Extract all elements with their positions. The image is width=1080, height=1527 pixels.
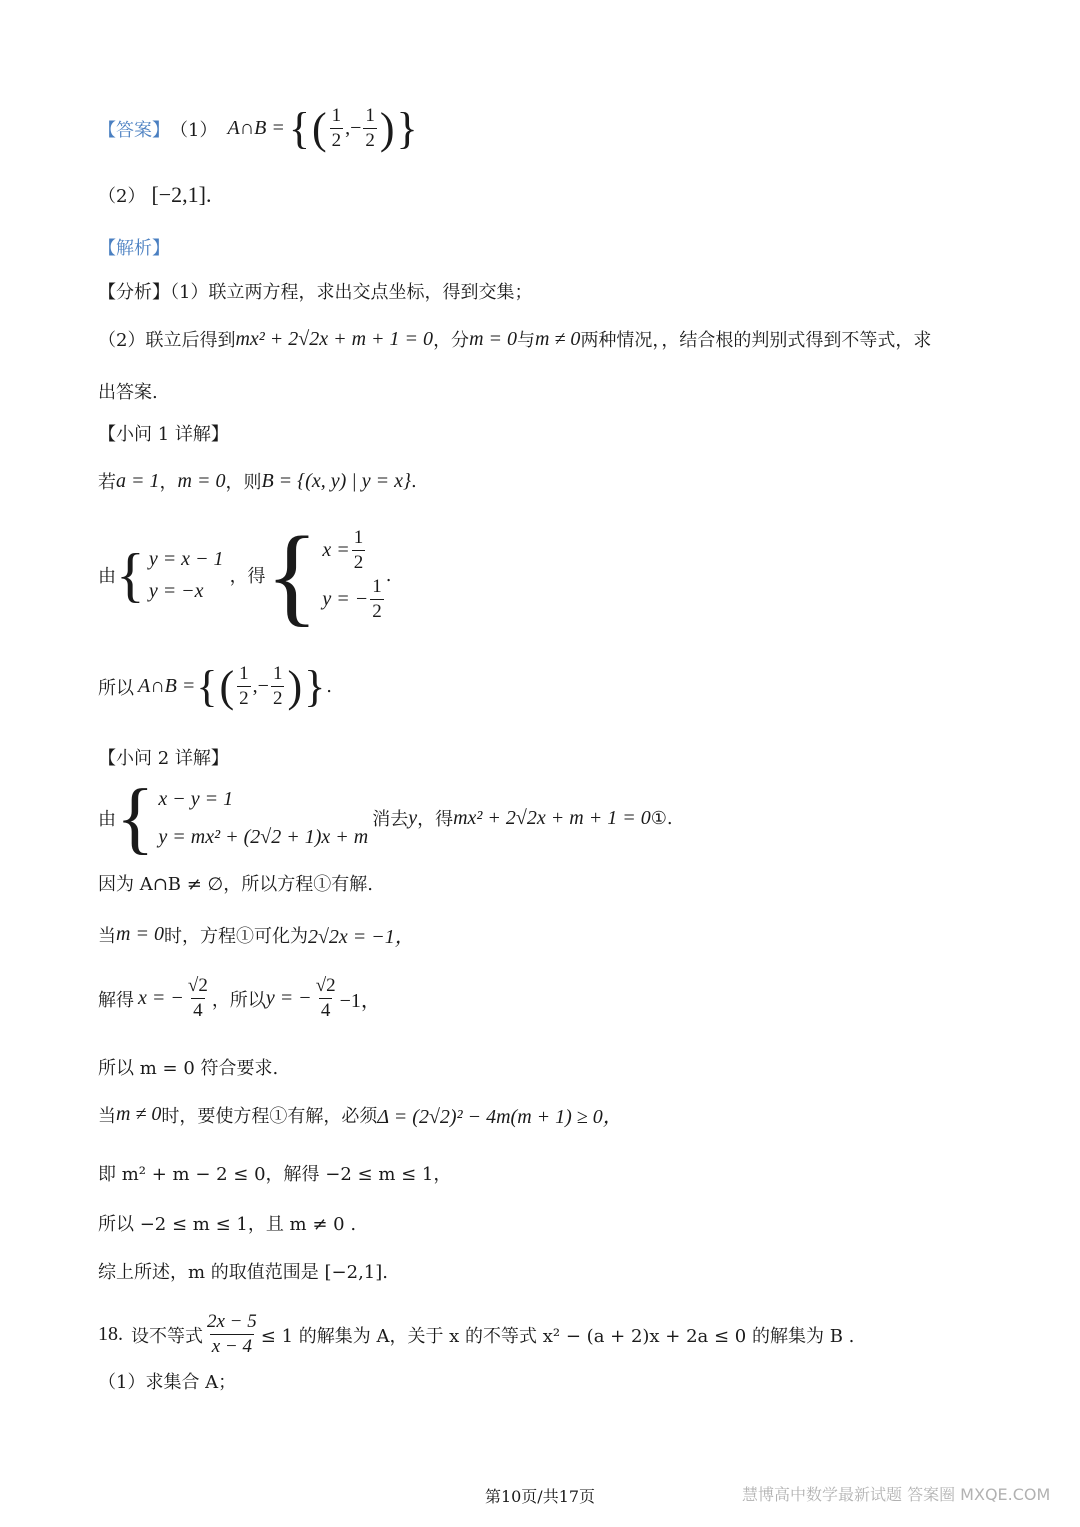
answer-label: 【答案】 (98, 119, 170, 141)
q2-heading: 【小问 2 详解】 (98, 748, 229, 769)
q1-line-2: 由 { y = x − 1 y = −x ，得 { x = $\frac{1}{2}$ y = − $\frac{1}{2}$ . (98, 514, 392, 636)
analysis-label-line (98, 234, 170, 260)
analysis-line-3 (98, 378, 158, 404)
equation: mx² + 2√2x + m + 1 = 0 (235, 327, 434, 350)
q2-line-3: 当 m = 0 时，方程①可化为 2√2x = −1， (98, 923, 415, 948)
equation: m ≠ 0 (535, 327, 581, 350)
problem-18-line-1: 18. 设不等式 $\frac{2x - 5}{x - 4}$ ≤ 1 的解集为 A，关于 x 的不等式 x² − (a + 2)x + 2a ≤ 0 的解集为 B . (98, 1311, 855, 1357)
analysis-line-1 (98, 278, 532, 304)
svg-text:慧博高中数学最新试题 答案圈 MXQE.COM: 慧博高中数学最新试题 答案圈 MXQE.COM (742, 1485, 1051, 1504)
answer-part2-prefix: （2） (98, 186, 146, 207)
answer-part2-value: [−2,1]. (151, 182, 212, 207)
page-footer: 第10页/共17页 (484, 1487, 596, 1506)
analysis-text: 【分析】（1）联立两方程，求出交点坐标，得到交集； (98, 282, 533, 303)
q2-line-7: 即 m² + m − 2 ≤ 0，解得 −2 ≤ m ≤ 1， (98, 1164, 452, 1185)
equation-system: { y = x − 1 y = −x (116, 542, 224, 608)
analysis-text: （2）联立后得到 (98, 330, 236, 351)
q2-line-9: 综上所述，m 的取值范围是 [−2,1]. (98, 1262, 388, 1283)
q2-line-2: 因为 A∩B ≠ ∅，所以方程①有解. (98, 874, 373, 895)
q2-line-4: 解得 x = − $\frac{√2}{4}$ ，所以 y = − $\frac{√2}{4}$ −1， (98, 975, 381, 1021)
answer-line-1: 【答案】 （1） A∩B = { ( $\frac{1}{2}$ ,− $\frac{1}{2}$ ) } (98, 103, 418, 153)
answer-line-2 (98, 182, 212, 208)
problem-18-sub-1: （1）求集合 A； (98, 1372, 237, 1393)
analysis-line-2 (98, 326, 931, 352)
equation: m = 0 (469, 327, 518, 350)
q2-line-8: 所以 −2 ≤ m ≤ 1，且 m ≠ 0 . (98, 1214, 357, 1235)
q2-line-5: 所以 m = 0 符合要求. (98, 1058, 279, 1079)
fraction: $\frac{1}{2}$ (331, 105, 342, 151)
fraction: $\frac{1}{2}$ (365, 105, 375, 151)
q2-line-1: 由 { x − y = 1 y = mx² + (2√2 + 1)x + m 消去 y ，得 mx² + 2√2x + m + 1 = 0 ①. (98, 774, 673, 862)
analysis-text: 与 (517, 330, 536, 351)
equation-system: { x − y = 1 y = mx² + (2√2 + 1)x + m (116, 774, 369, 862)
q1-line-1: 若 a = 1 ， m = 0 ，则 B = {(x, y) | y = x} . (98, 469, 417, 493)
analysis-text: ，分 (433, 330, 470, 351)
q1-heading: 【小问 1 详解】 (98, 424, 229, 445)
solution-system: { x = $\frac{1}{2}$ y = − $\frac{1}{2}$ (265, 514, 382, 636)
analysis-text: 出答案. (98, 382, 158, 403)
analysis-text: 两种情况，，结合根的判别式得到不等式，求 (580, 330, 932, 351)
analysis-label: 【解析】 (98, 238, 170, 259)
q2-line-6: 当 m ≠ 0 时，要使方程①有解，必须 Δ = (2√2)² − 4m(m + 1) ≥ 0， (98, 1103, 623, 1128)
answer-part1-expr: A∩B = (227, 117, 285, 139)
answer-part1-prefix: （1） (170, 119, 218, 141)
q1-line-3: 所以 A∩B = { ( $\frac{1}{2}$ ,− $\frac{1}{2}$ ) } . (98, 661, 332, 711)
